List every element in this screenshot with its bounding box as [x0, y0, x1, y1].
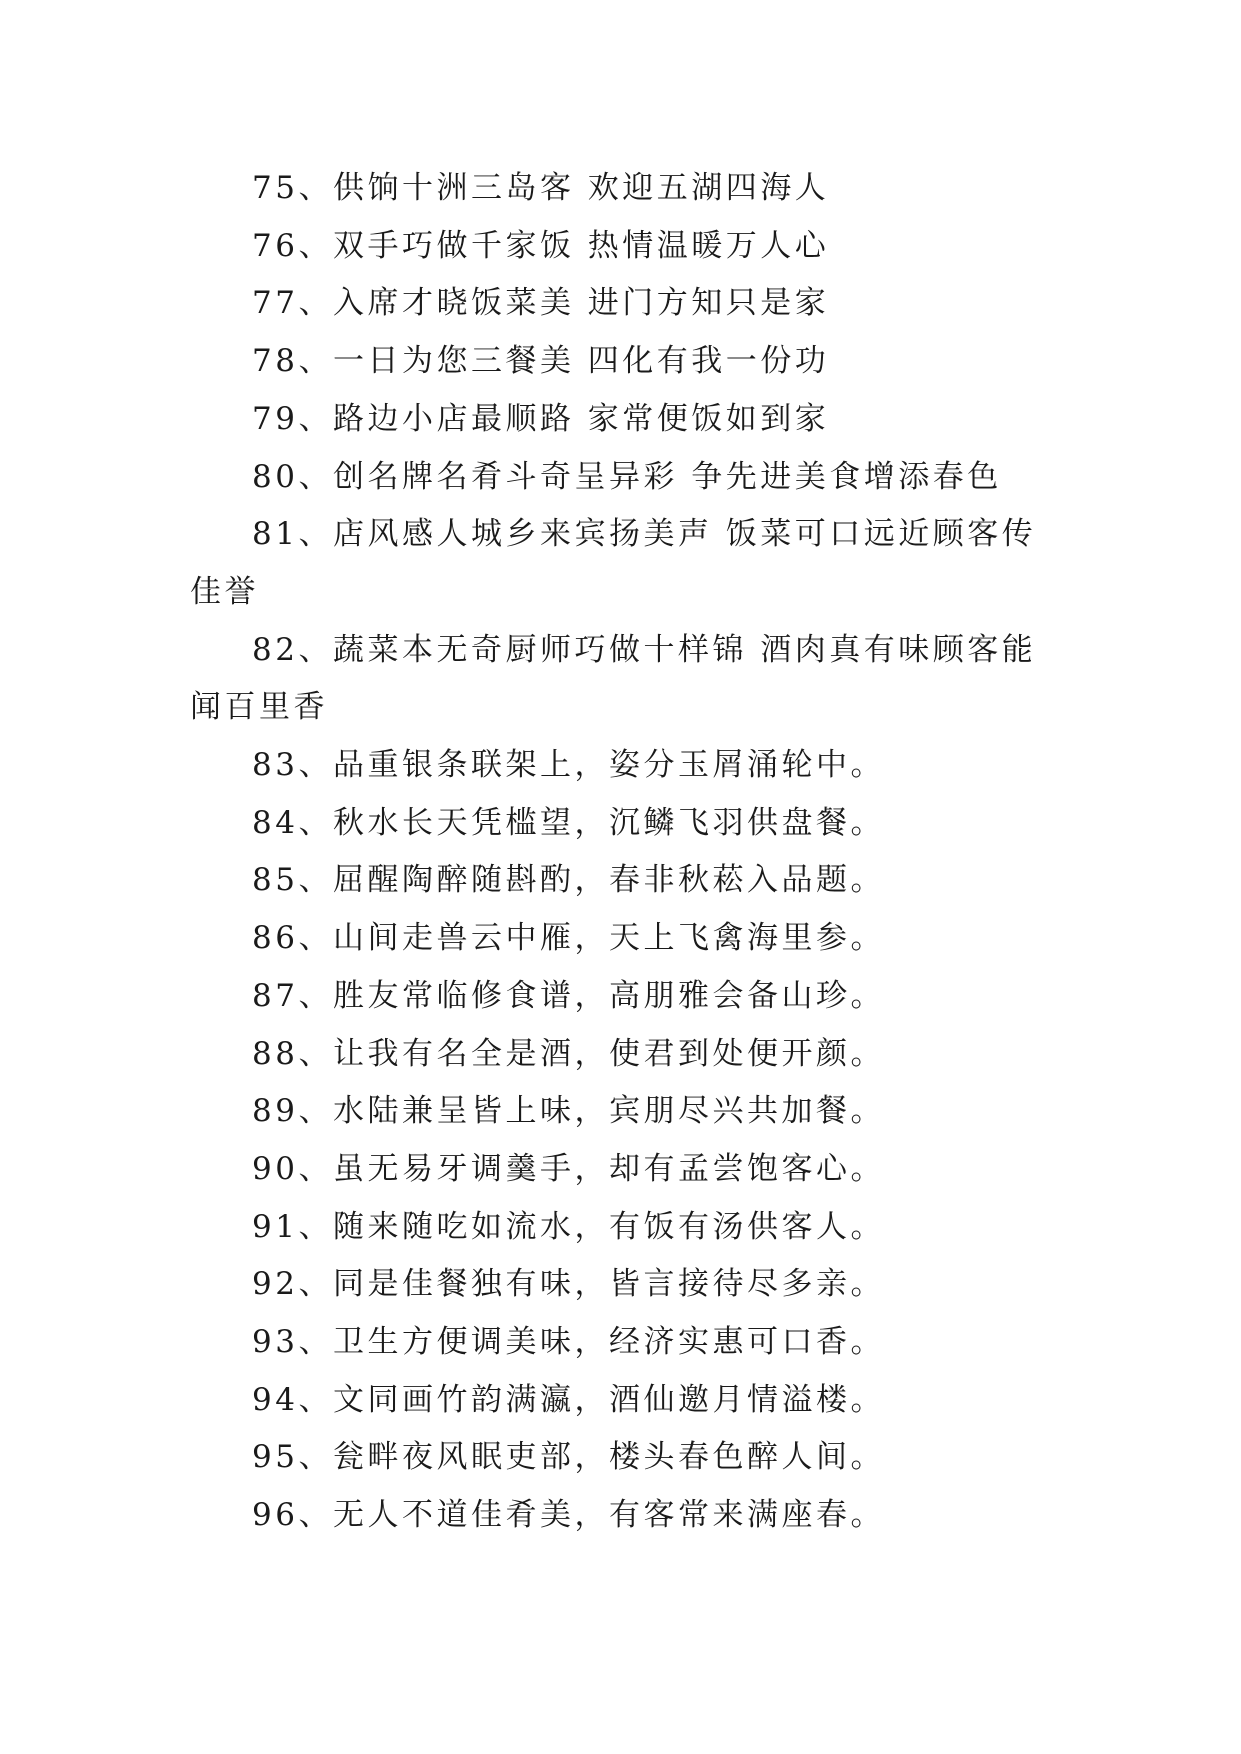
couplet-95: 95、瓮畔夜风眠吏部，楼头春色醉人间。	[252, 1439, 885, 1476]
couplet-88: 88、让我有名全是酒，使君到处便开颜。	[252, 1035, 885, 1072]
couplet-93: 93、卫生方便调美味，经济实惠可口香。	[252, 1324, 885, 1361]
couplet-92: 92、同是佳餐独有味，皆言接待尽多亲。	[252, 1266, 885, 1303]
couplet-75: 75、供饷十洲三岛客 欢迎五湖四海人	[252, 170, 830, 206]
couplet-81: 81、店风感人城乡来宾扬美声 饭菜可口远近顾客传佳誉	[190, 516, 1037, 610]
couplet-96: 96、无人不道佳肴美，有客常来满座春。	[252, 1497, 885, 1534]
couplet-91: 91、随来随吃如流水，有饭有汤供客人。	[252, 1208, 885, 1245]
couplet-89: 89、水陆兼呈皆上味，宾朋尽兴共加餐。	[252, 1093, 885, 1130]
couplet-78: 78、一日为您三餐美 四化有我一份功	[252, 343, 830, 380]
couplet-83: 83、品重银条联架上，姿分玉屑涌轮中。	[252, 747, 885, 784]
couplet-87: 87、胜友常临修食谱，高朋雅会备山珍。	[252, 977, 885, 1014]
couplet-85: 85、屈醒陶醉随斟酌，春非秋菘入品题。	[252, 862, 885, 899]
couplet-86: 86、山间走兽云中雁，天上飞禽海里参。	[252, 920, 885, 957]
couplet-77: 77、入席才晓饭菜美 进门方知只是家	[252, 285, 830, 322]
couplet-80: 80、创名牌名肴斗奇呈异彩 争先进美食增添春色	[252, 458, 1002, 495]
couplet-94: 94、文同画竹韵满瀛，酒仙邀月情溢楼。	[252, 1381, 885, 1418]
couplet-90: 90、虽无易牙调羹手，却有孟尝饱客心。	[252, 1150, 885, 1187]
couplet-79: 79、路边小店最顺路 家常便饭如到家	[252, 400, 830, 437]
couplet-76: 76、双手巧做千家饭 热情温暖万人心	[252, 227, 830, 264]
couplet-84: 84、秋水长天凭槛望，沉鳞飞羽供盘餐。	[252, 804, 885, 841]
couplet-82: 82、蔬菜本无奇厨师巧做十样锦 酒肉真有味顾客能闻百里香	[190, 631, 1037, 726]
document-body	[190, 160, 1060, 1545]
